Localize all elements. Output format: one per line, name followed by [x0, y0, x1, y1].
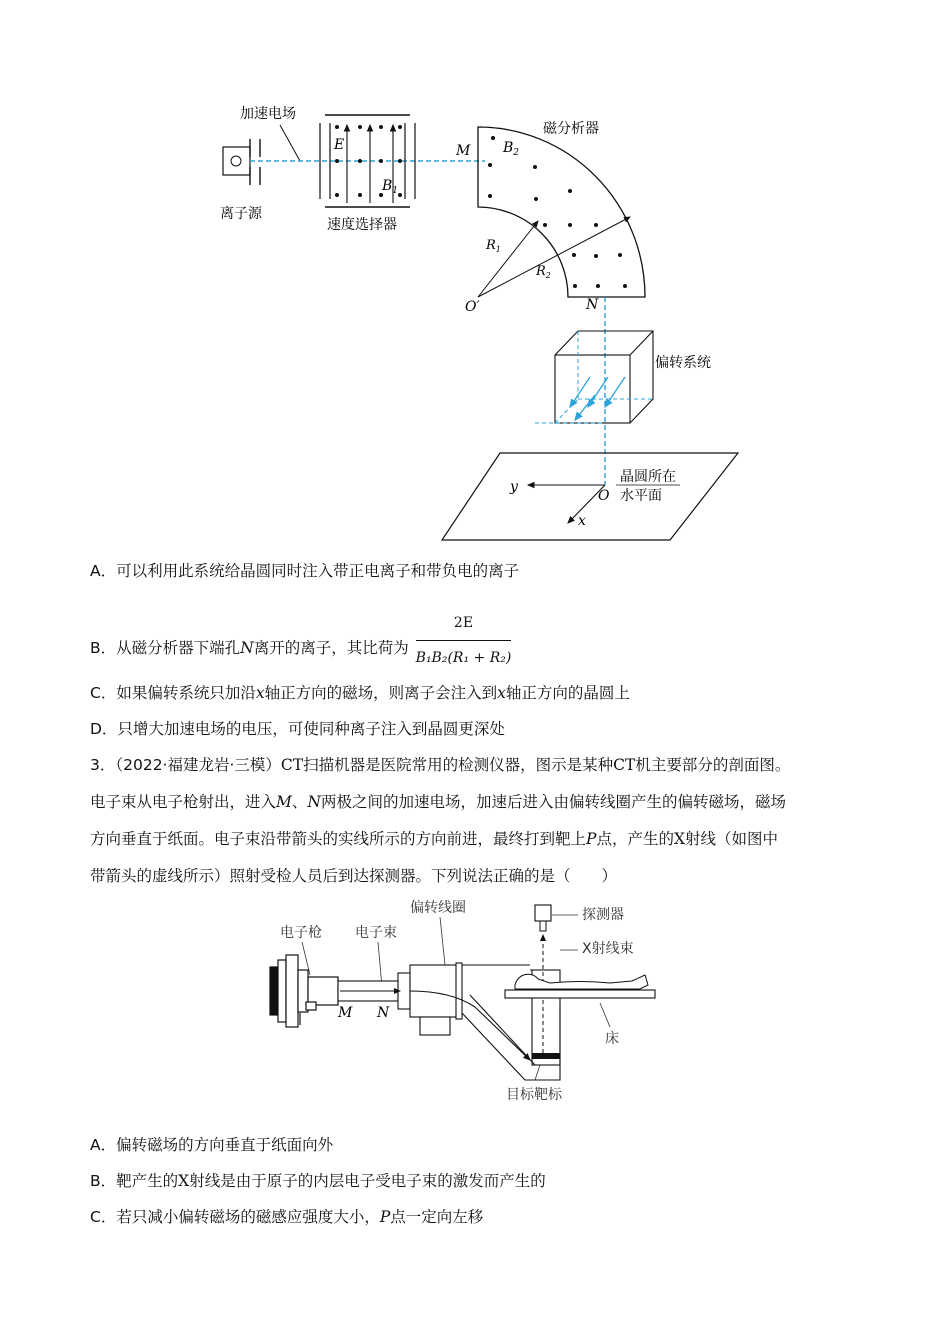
- label-wafer-plane-1: 晶圆所在: [620, 469, 676, 485]
- ion-source-box: [223, 147, 250, 175]
- fraction-denominator: B₁B₂(R₁ + R₂): [415, 650, 512, 666]
- label-M: M: [338, 1005, 353, 1021]
- q3-line3-end: 射线（如图中: [685, 830, 779, 848]
- q2-option-C-suffix: 轴正方向的晶圆上: [505, 684, 630, 702]
- label-deflection-system: 偏转系统: [655, 355, 711, 371]
- label-electron-beam: 电子束: [355, 925, 397, 941]
- var-P: P: [586, 830, 597, 848]
- q2-option-B-mid: 离开的离子，其比荷为: [253, 639, 409, 657]
- label-B1: $B_1$: [382, 178, 399, 196]
- q2-option-C: [90, 682, 630, 704]
- deflection-system-box: [555, 331, 653, 423]
- q3-option-A: A．偏转磁场的方向垂直于纸面向外: [90, 1136, 334, 1154]
- q2-option-B: [90, 616, 511, 681]
- var-x-1: x: [255, 684, 265, 702]
- label-target: 目标靶标: [506, 1087, 562, 1103]
- target: [532, 1053, 560, 1059]
- figure-mass-analyzer: [200, 95, 760, 545]
- label-xray-beam: X射线束: [582, 941, 634, 957]
- var-M: M: [276, 793, 292, 811]
- electron-gun: [270, 955, 338, 1027]
- label-deflection-coil: 偏转线圈: [410, 900, 466, 916]
- radius-R1: [478, 221, 538, 297]
- q3-option-B-prefix: B．靶产生的: [90, 1172, 179, 1190]
- label-O-prime: O′: [465, 299, 480, 315]
- ct-term-2: CT: [613, 756, 636, 774]
- q3-stem-line1: [90, 754, 790, 776]
- accelerator-tube: [338, 963, 462, 1035]
- label-y: y: [510, 479, 518, 495]
- q2-option-C-mid: 轴正方向的磁场，则离子会注入到: [264, 684, 498, 702]
- figure-ct-scanner: [260, 895, 680, 1110]
- q3-option-B-suffix: 射线是由于原子的内层电子受电子束的激发而产生的: [189, 1172, 546, 1190]
- q3-stem-line4: 带箭头的虚线所示）照射受检人员后到达探测器。下列说法正确的是（ ）: [90, 867, 618, 885]
- label-O: O: [598, 488, 610, 504]
- q3-option-C: [90, 1206, 483, 1228]
- label-electron-gun: 电子枪: [280, 925, 322, 941]
- var-N-q3: N: [307, 793, 321, 811]
- radius-R2: [478, 217, 630, 297]
- label-ion-source: 离子源: [220, 206, 262, 222]
- label-E: E: [334, 137, 345, 153]
- label-accel-field: 加速电场: [240, 106, 296, 122]
- ion-source-hole: [231, 156, 241, 166]
- patient: [515, 974, 648, 989]
- q3-source: 3．（2022·福建龙岩·三模）: [90, 756, 281, 774]
- q3-stem-line2: [90, 791, 786, 813]
- label-x: x: [578, 513, 586, 529]
- q3-line3-mid: 点，产生的: [596, 830, 674, 848]
- q3-separator: 、: [291, 793, 308, 811]
- q3-line1-mid: 扫描机器是医院常用的检测仪器，图示是某种: [303, 756, 614, 774]
- charge-mass-ratio-fraction: [416, 608, 512, 673]
- q3-option-C-prefix: C．若只减小偏转磁场的磁感应强度大小，: [90, 1208, 380, 1226]
- q2-option-A: A．可以利用此系统给晶圆同时注入带正电离子和带负电的离子: [90, 562, 520, 580]
- q3-line2-end: 两极之间的加速电场，加速后进入由偏转线圈产生的偏转磁场，磁场: [320, 793, 786, 811]
- ct-term-1: CT: [280, 756, 304, 774]
- var-x-2: x: [497, 684, 506, 702]
- q3-line1-end: 机主要部分的剖面图。: [635, 756, 791, 774]
- label-velocity-selector: 速度选择器: [327, 217, 397, 233]
- var-P-option: P: [379, 1208, 391, 1226]
- label-M: M: [456, 143, 471, 159]
- label-R1: $R_1$: [486, 238, 501, 254]
- label-bed: 床: [605, 1031, 619, 1047]
- var-X-option: X: [178, 1172, 190, 1190]
- q2-option-D: D．只增大加速电场的电压，可使同种离子注入到晶圆更深处: [90, 720, 505, 738]
- label-magnetic-analyzer: 磁分析器: [543, 121, 599, 137]
- label-B2: $B_2$: [503, 140, 520, 158]
- label-detector: 探测器: [582, 907, 624, 923]
- q3-option-B: [90, 1170, 546, 1192]
- q2-option-C-prefix: C．如果偏转系统只加沿: [90, 684, 256, 702]
- label-N: N: [377, 1005, 390, 1021]
- label-wafer-plane-2: 水平面: [620, 488, 662, 504]
- wafer-plane: [442, 453, 738, 540]
- detector-box: [535, 905, 551, 921]
- q3-line3-start: 方向垂直于纸面。电子束沿带箭头的实线所示的方向前进，最终打到靶上: [90, 830, 587, 848]
- var-N: N: [240, 639, 254, 657]
- q2-option-B-prefix: B．从磁分析器下端孔: [90, 639, 241, 657]
- q3-option-C-suffix: 点一定向左移: [390, 1208, 484, 1226]
- fraction-numerator: 2E: [416, 608, 512, 641]
- var-X: X: [673, 830, 686, 848]
- q3-stem-line3: [90, 828, 778, 850]
- q3-line2-start: 电子束从电子枪射出，进入: [90, 793, 277, 811]
- label-R2: $R_2$: [536, 264, 551, 280]
- bed: [505, 990, 655, 998]
- label-N: N: [586, 297, 599, 313]
